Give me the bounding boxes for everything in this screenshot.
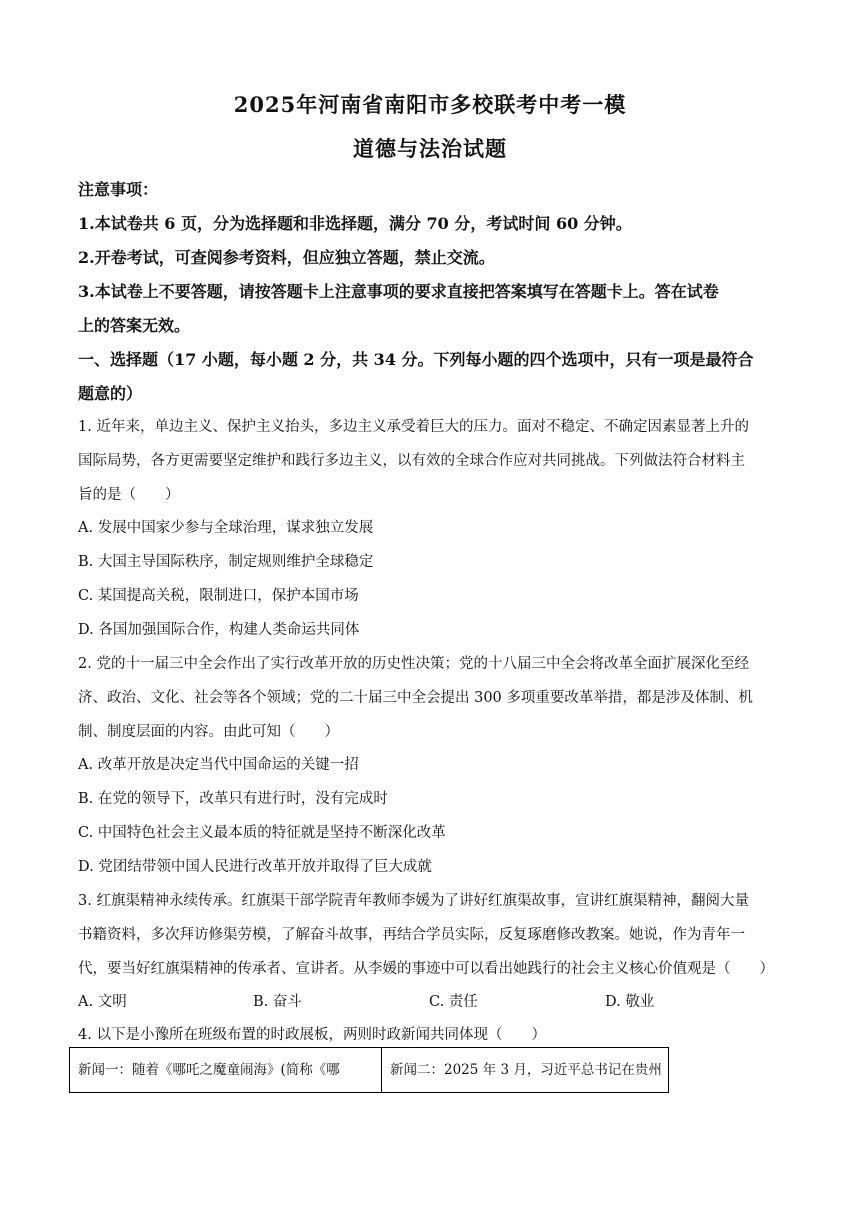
q3-option-c: C. 责任 [429,994,478,1010]
q1-option-a: A. 发展中国家少参与全球治理，谋求独立发展 [78,520,374,536]
q2-stem: 制、制度层面的内容。由此可知（ ） [78,724,339,740]
note-item: 3.本试卷上不要答题，请按答题卡上注意事项的要求直接把答案填写在答题卡上。答在试卷 [78,282,719,301]
section-heading-cont: 题意的） [78,384,143,403]
q3-option-a: A. 文明 [78,994,127,1010]
q1-option-b: B. 大国主导国际秩序，制定规则维护全球稳定 [78,554,374,570]
note-item: 2.开卷考试，可查阅参考资料，但应独立答题，禁止交流。 [78,248,495,267]
section-heading: 一、选择题（17 小题，每小题 2 分，共 34 分。下列每小题的四个选项中，只有一项是最符合 [78,350,754,369]
note-item: 上的答案无效。 [78,316,191,335]
exam-title: 2025年河南省南阳市多校联考中考一模 [233,92,627,117]
q1-option-c: C. 某国提高关税，限制进口，保护本国市场 [78,588,359,604]
news-item-1: 新闻一：随着《哪吒之魔童闹海》(简称《哪 [70,1048,382,1092]
q3-stem: 3. 红旗渠精神永续传承。红旗渠干部学院青年教师李媛为了讲好红旗渠故事，宣讲红旗渠精神，翻阅大量 [78,893,749,909]
q2-option-d: D. 党团结带领中国人民进行改革开放并取得了巨大成就 [78,859,432,875]
q2-option-a: A. 改革开放是决定当代中国命运的关键一招 [78,757,359,773]
q3-option-b: B. 奋斗 [253,994,302,1010]
q1-stem: 旨的是（ ） [78,487,180,503]
q1-stem: 1. 近年来，单边主义、保护主义抬头，多边主义承受着巨大的压力。面对不稳定、不确定因素显著上升的 [78,419,749,435]
q2-stem: 2. 党的十一届三中全会作出了实行改革开放的历史性决策；党的十八届三中全会将改革全面扩展深化至经 [78,656,749,672]
q2-option-c: C. 中国特色社会主义最本质的特征就是坚持不断深化改革 [78,825,446,841]
q2-stem: 济、政治、文化、社会等各个领域；党的二十届三中全会提出 300 多项重要改革举措，都是涉及体制、机 [78,690,753,706]
note-item: 1.本试卷共 6 页，分为选择题和非选择题，满分 70 分，考试时间 60 分钟。 [78,214,632,233]
news-item-2: 新闻二：2025 年 3 月，习近平总书记在贵州 [390,1062,662,1078]
q1-stem: 国际局势，各方更需要坚定维护和践行多边主义，以有效的全球合作应对共同挑战。下列做法符合材料主 [78,453,745,469]
exam-subtitle: 道德与法治试题 [353,136,507,161]
q1-option-d: D. 各国加强国际合作，构建人类命运共同体 [78,622,360,638]
news-board-table [69,1047,669,1093]
q3-stem: 代，要当好红旗渠精神的传承者、宣讲者。从李媛的事迹中可以看出她践行的社会主义核心价值观是（ ） [78,961,774,977]
q4-stem: 4. 以下是小豫所在班级布置的时政展板，两则时政新闻共同体现（ ） [78,1027,546,1043]
q3-option-d: D. 敬业 [605,994,655,1010]
q2-option-b: B. 在党的领导下，改革只有进行时，没有完成时 [78,791,388,807]
notes-heading: 注意事项： [78,180,159,199]
q3-stem: 书籍资料，多次拜访修渠劳模，了解奋斗故事，再结合学员实际，反复琢磨修改教案。她说，作为青年一 [78,927,745,943]
